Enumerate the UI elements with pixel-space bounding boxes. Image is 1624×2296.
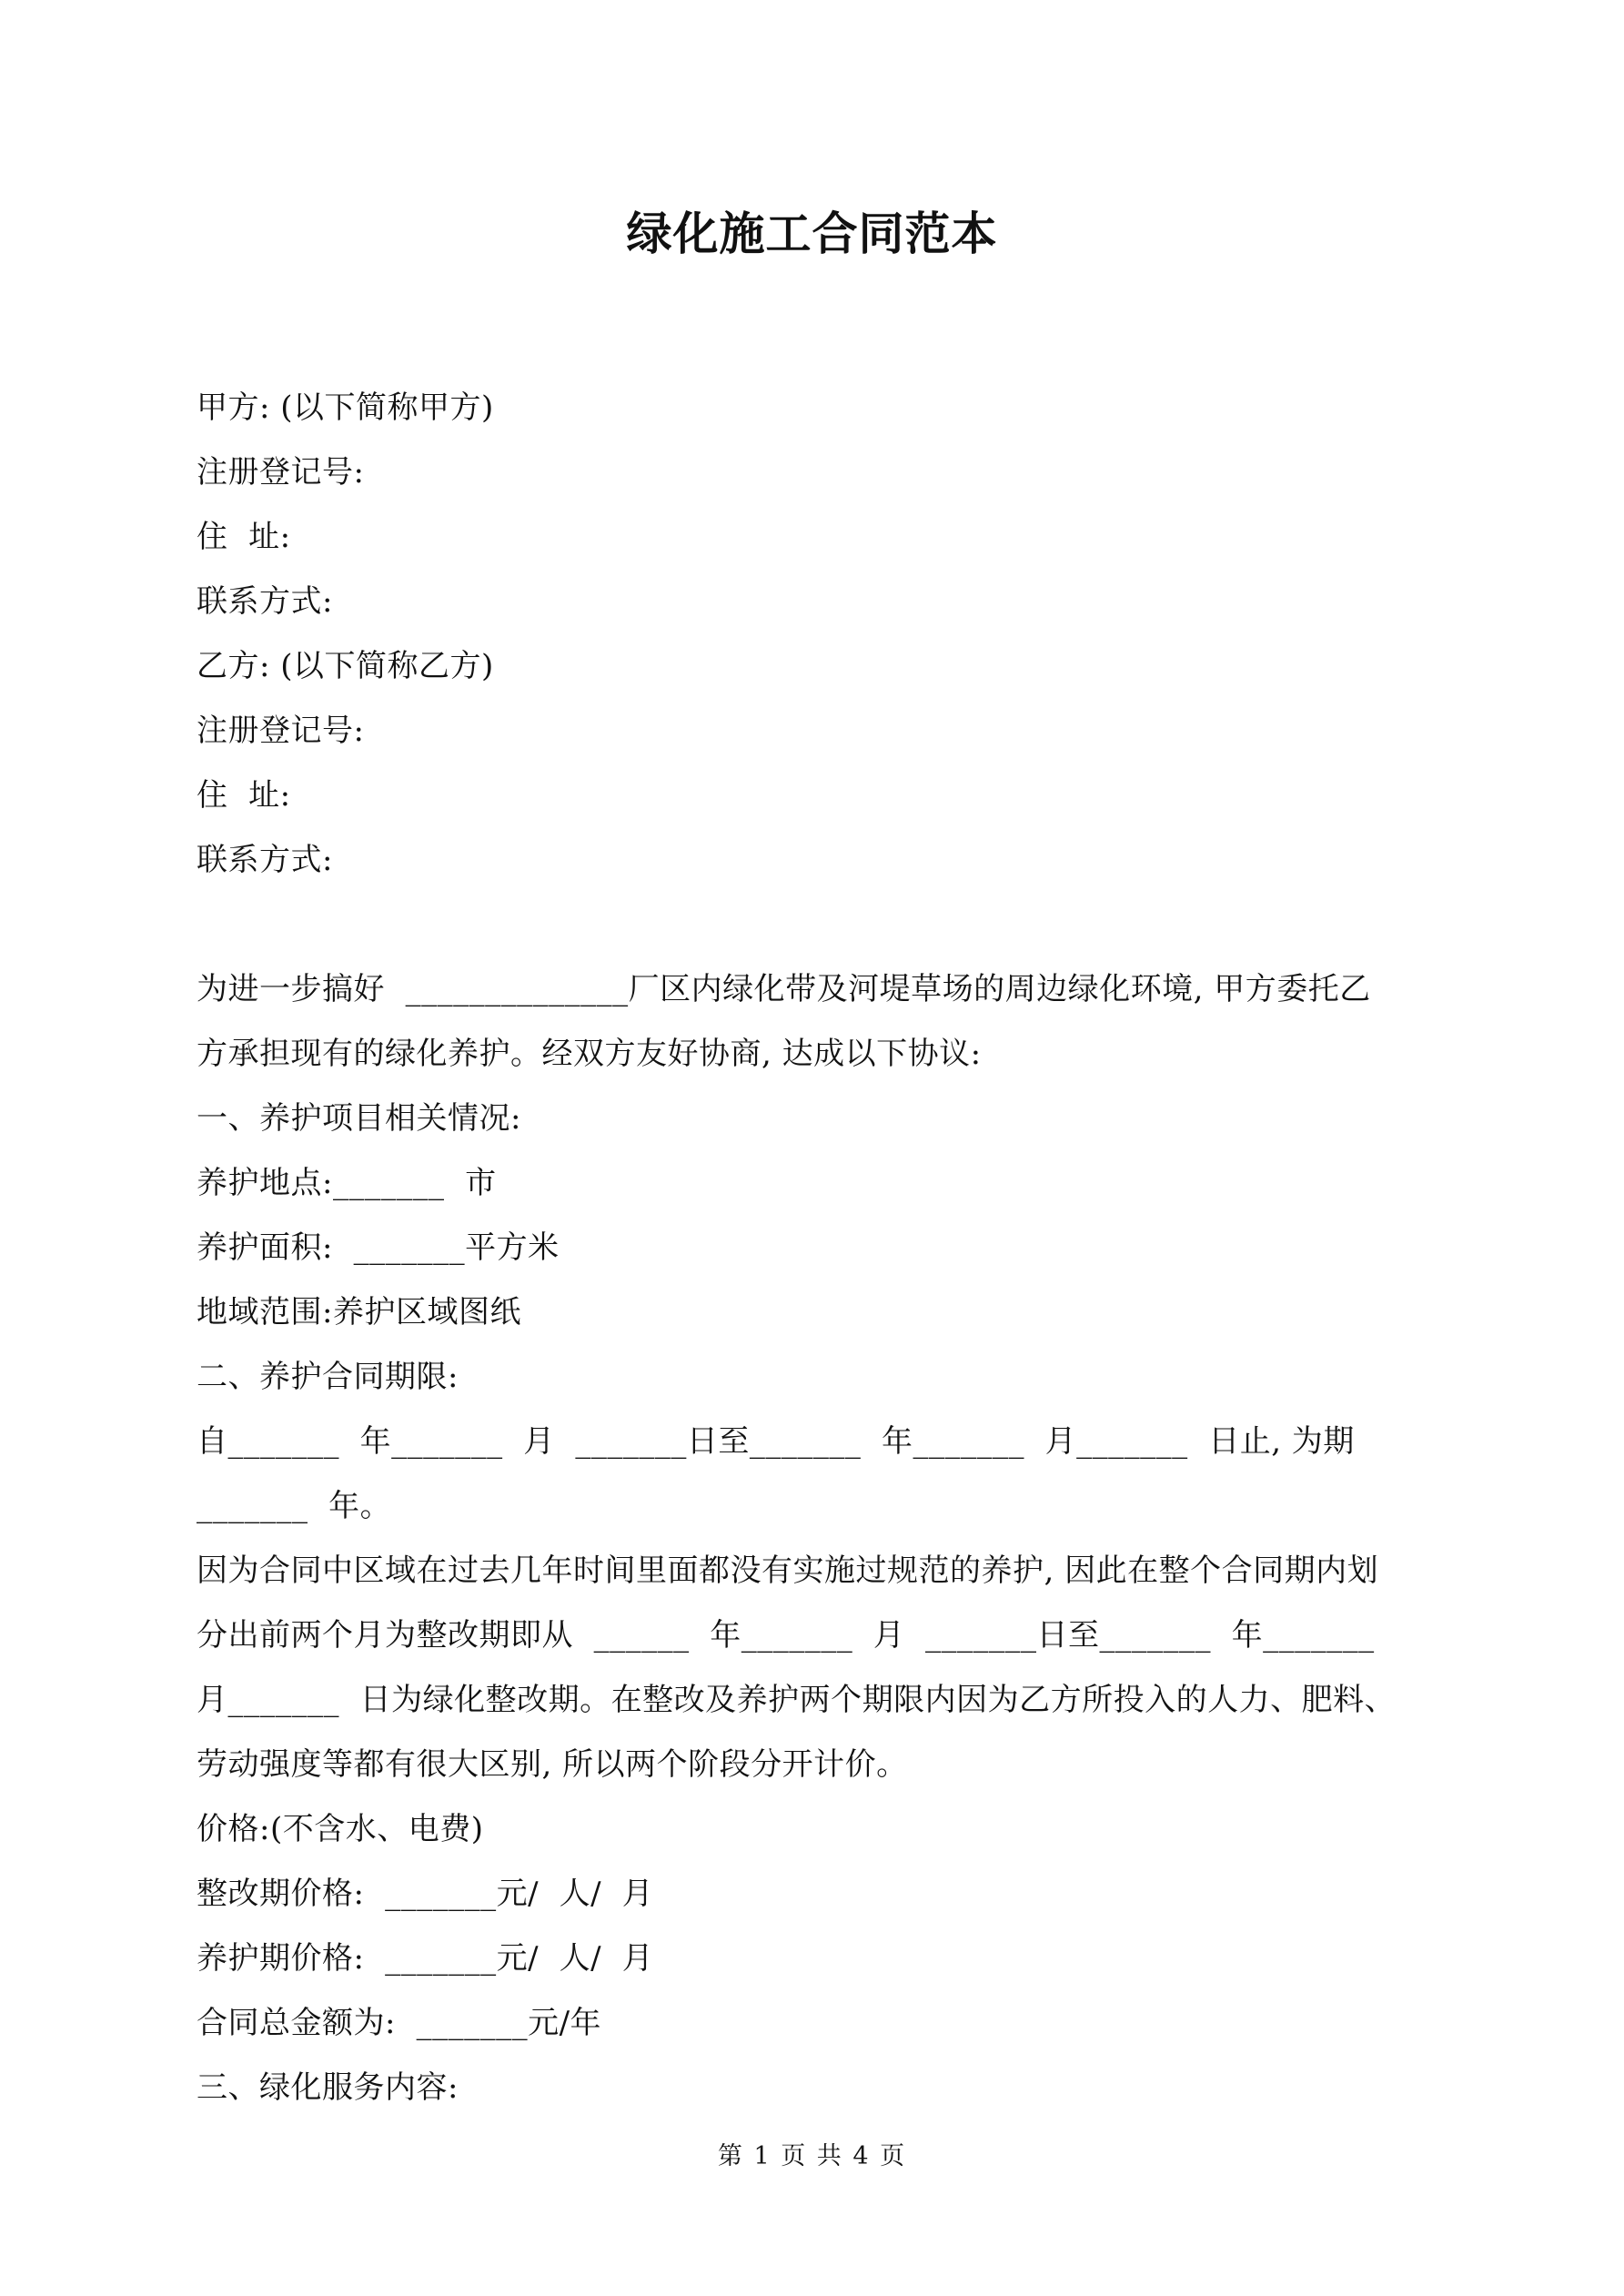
body-line: 养护地点:_______ 市 [197,1165,497,1201]
body-line: 合同总金额为: _______元/年 [197,2005,602,2041]
body-line: _______ 年。 [197,1488,392,1524]
body-line: 养护期价格: _______元/ 人/ 月 [197,1940,654,1977]
body-line: 养护面积: _______平方米 [197,1229,560,1266]
section-heading: 三、绿化服务内容: [197,2069,459,2106]
party-b-contact: 联系方式: [197,842,333,878]
party-b-line: 乙方: (以下简称乙方) [197,648,494,684]
section-heading: 一、养护项目相关情况: [197,1100,521,1137]
party-a-contact: 联系方式: [197,583,333,620]
body-line: 为进一步搞好 ______________厂区内绿化带及河堤草场的周边绿化环境, 甲方委托乙 [197,971,1371,1007]
party-a-registration: 注册登记号: [197,454,365,491]
document-title: 绿化施工合同范本 [626,207,998,260]
body-line: 月_______ 日为绿化整改期。在整改及养护两个期限内因为乙方所投入的人力、肥料、 [197,1682,1397,1718]
body-line: 方承担现有的绿化养护。经双方友好协商, 达成以下协议: [197,1036,982,1072]
body-line: 价格:(不含水、电费) [197,1811,484,1847]
party-a-address: 住 址: [197,519,291,555]
body-line: 因为合同中区域在过去几年时间里面都没有实施过规范的养护, 因此在整个合同期内划 [197,1553,1379,1589]
party-b-registration: 注册登记号: [197,713,365,749]
body-line: 自_______ 年_______ 月 _______日至_______ 年_______ 月_______ 日止, 为期 [197,1423,1355,1460]
body-line: 整改期价格: _______元/ 人/ 月 [197,1876,654,1912]
body-line: 分出前两个月为整改期即从 ______ 年_______ 月 _______日至_______ 年_______ [197,1617,1375,1654]
body-line: 地域范围:养护区域图纸 [197,1294,521,1330]
party-a-line: 甲方: (以下简称甲方) [197,389,494,426]
party-b-address: 住 址: [197,777,291,814]
body-line: 劳动强度等都有很大区别, 所以两个阶段分开计价。 [197,1746,908,1783]
page-footer: 第 1 页 共 4 页 [717,2142,907,2170]
section-heading: 二、养护合同期限: [197,1359,459,1395]
